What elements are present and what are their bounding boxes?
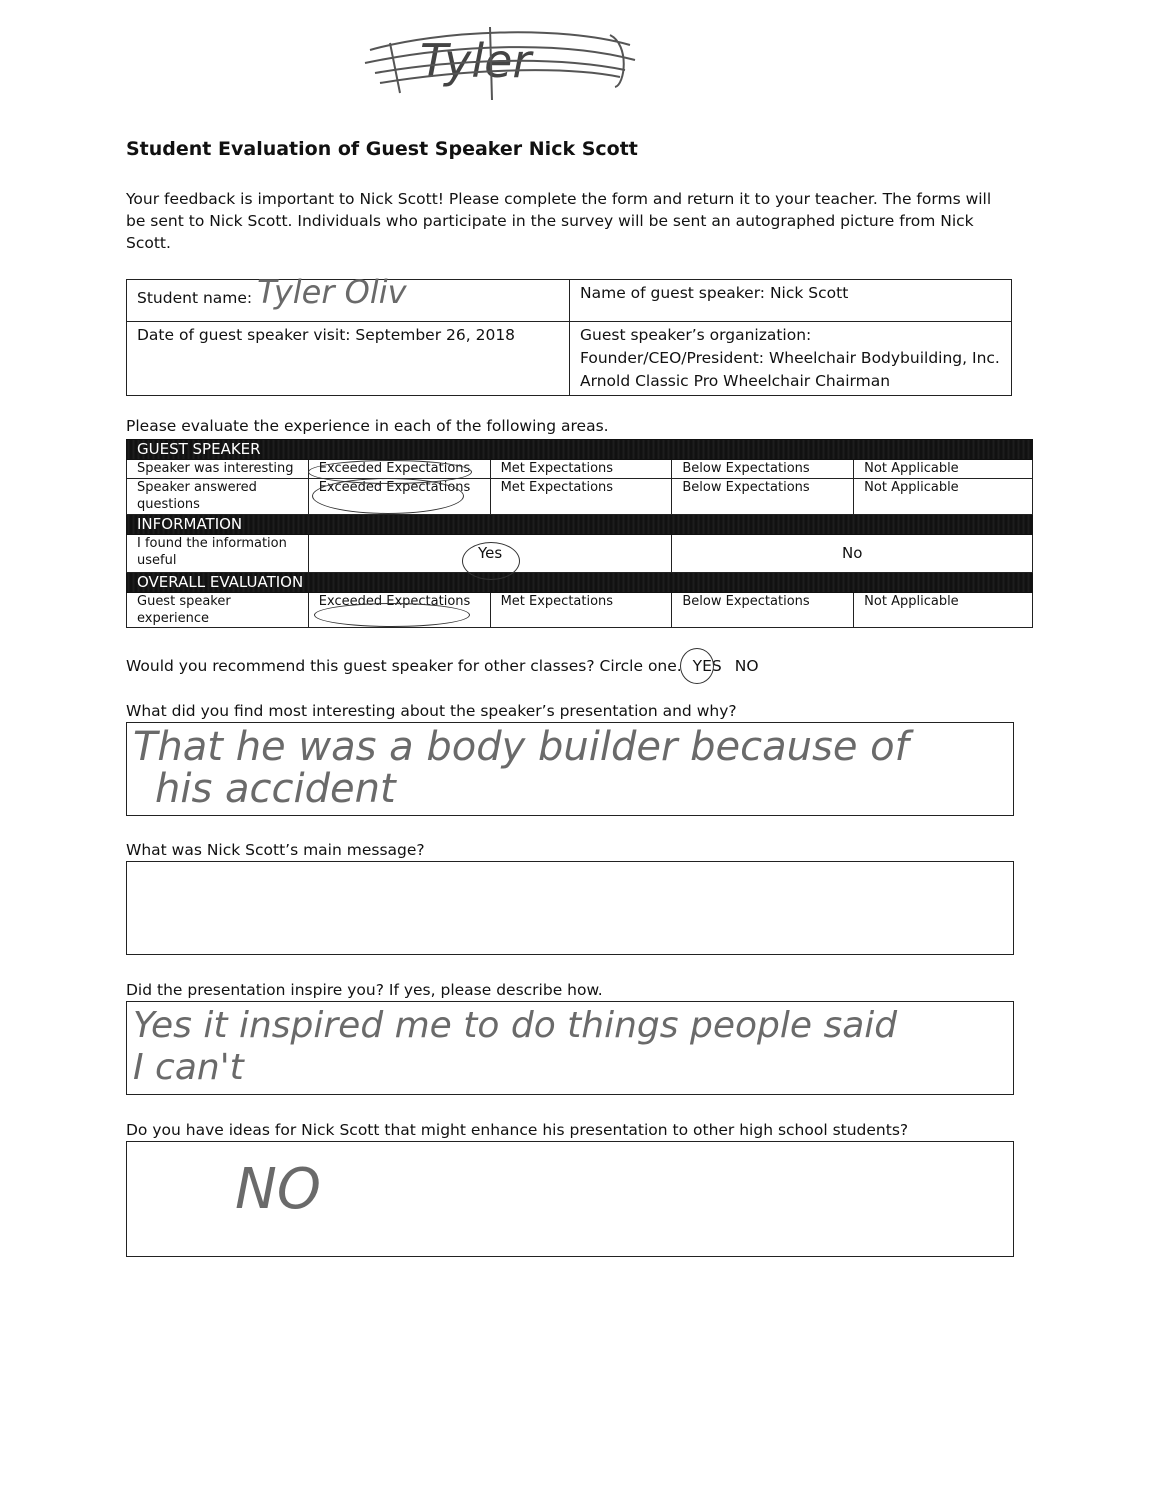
organization-cell [570,322,1012,396]
scribble-text: Tyler [420,34,532,88]
option-exceeded[interactable]: Exceeded Expectations [308,460,490,479]
row-speaker-answered [127,479,1033,515]
recommend-no[interactable]: NO [734,657,759,675]
visit-date-cell [127,322,570,396]
circle-mark-recommend-yes [680,648,714,684]
question-main-message: What was Nick Scott’s main message? [126,841,425,859]
row-label: I found the information useful [127,535,309,573]
answer-box-main-message[interactable] [126,861,1014,955]
circle-mark-yes [462,542,520,580]
option-below[interactable]: Below Expectations [672,460,854,479]
section-overall [127,573,1033,593]
option-met[interactable]: Met Expectations [490,593,672,628]
section-information [127,515,1033,535]
recommend-yes[interactable]: YES [692,657,722,675]
section-label: OVERALL EVALUATION [127,573,1033,593]
row-label: Speaker answered questions [127,479,309,515]
recommend-question-row [126,657,759,675]
option-met[interactable]: Met Expectations [490,479,672,515]
circle-mark-answered [312,478,464,514]
evaluation-intro: Please evaluate the experience in each of the following areas. [126,417,609,435]
question-ideas: Do you have ideas for Nick Scott that might enhance his presentation to other high school students? [126,1121,909,1139]
section-guest-speaker [127,440,1033,460]
row-label: Speaker was interesting [127,460,309,479]
speaker-info-table [126,273,1012,396]
option-exceeded[interactable]: Exceeded Expectations [308,479,490,515]
evaluation-table [126,439,1033,628]
option-not-applicable[interactable]: Not Applicable [854,479,1033,515]
section-label: GUEST SPEAKER [127,440,1033,460]
organization-line-2: Arnold Classic Pro Wheelchair Chairman [580,372,891,390]
question-inspire: Did the presentation inspire you? If yes, please describe how. [126,981,603,999]
recommend-question: Would you recommend this guest speaker for other classes? Circle one. [126,657,682,675]
organization-label: Guest speaker’s organization: [580,326,812,344]
speaker-name: Name of guest speaker: Nick Scott [580,284,849,302]
answer-interesting-line-1: That he was a body builder because of [133,724,909,770]
option-not-applicable[interactable]: Not Applicable [854,593,1033,628]
section-label: INFORMATION [127,515,1033,535]
student-name-handwriting: Tyler Oliv [257,273,407,311]
question-interesting: What did you find most interesting about the speaker’s presentation and why? [126,702,737,720]
row-information-useful [127,535,1033,573]
answer-inspire-line-1: Yes it inspired me to do things people said [133,1005,898,1046]
answer-box-inspire[interactable] [126,1001,1014,1095]
student-name-label: Student name: [137,289,253,307]
row-label: Guest speaker experience [127,593,309,628]
option-below[interactable]: Below Expectations [672,479,854,515]
answer-ideas: NO [235,1157,321,1222]
row-overall-experience [127,593,1033,628]
option-met[interactable]: Met Expectations [490,460,672,479]
answer-box-ideas[interactable] [126,1141,1014,1257]
page-title: Student Evaluation of Guest Speaker Nick Scott [126,138,638,160]
option-yes[interactable]: Yes [308,535,672,573]
answer-inspire-line-2: I can't [133,1047,244,1088]
option-no[interactable]: No [672,535,1033,573]
circle-mark-experience [314,603,470,627]
option-exceeded[interactable]: Exceeded Expectations [308,593,490,628]
visit-date: Date of guest speaker visit: September 26, 2018 [137,326,516,344]
intro-paragraph: Your feedback is important to Nick Scott! Please complete the form and return it to your teacher. The forms will be sent to Nick Scott. Individuals who participate in the survey will be sent an autographed picture from Nick Scott. [126,190,992,252]
organization-line-1: Founder/CEO/President: Wheelchair Bodybuilding, Inc. [580,349,1000,367]
option-not-applicable[interactable]: Not Applicable [854,460,1033,479]
answer-box-interesting[interactable] [126,722,1014,816]
crossed-out-scribble [360,15,650,105]
option-below[interactable]: Below Expectations [672,593,854,628]
student-name-cell [127,273,570,322]
answer-interesting-line-2: his accident [155,766,396,812]
row-speaker-interesting [127,460,1033,479]
speaker-name-cell [570,280,1012,322]
